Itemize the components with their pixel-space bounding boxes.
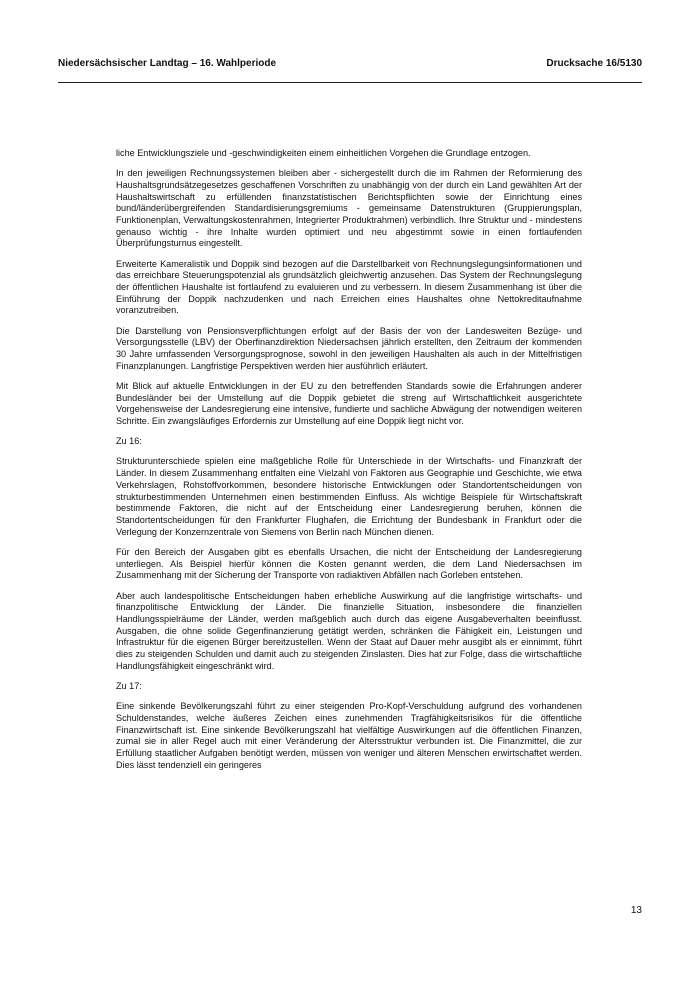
body-text	[116, 148, 582, 780]
header-divider	[58, 82, 642, 83]
paragraph: In den jeweiligen Rechnungssystemen bleiben aber - sichergestellt durch die im Rahmen der Reformierung des Haushaltsgrundsätzegesetzes geschaffenen Vorschriften zu unabhängig von der durch ein Land gewählten Art der Haushaltswirtschaft zu erfüllenden finanzstatistischen Berichtspflichten sowie der Einrichtung eines bund/länderübergreifenden Standardisierungsgremiums - gemeinsame Datenstrukturen (Gruppierungsplan, Funktionenplan, Verwaltungskostenrahmen, Integrierter Produktrahmen) verbindlich. Ihre Struktur und - mindestens genauso wichtig - ihre Inhalte wurden optimiert und neu abgestimmt sowie in einen fortlaufenden Überprüfungsturnus eingestellt.	[116, 168, 582, 249]
paragraph: Mit Blick auf aktuelle Entwicklungen in der EU zu den betreffenden Standards sowie die Erfahrungen anderer Bundesländer bei der Umstellung auf die Doppik gebietet die streng auf Wirtschaftlichkeit ausgerichtete Vorgehensweise der Landesregierung eine intensive, fundierte und sachliche Abwägung der notwendigen weiteren Schritte. Ein zwangsläufiges Erfordernis zur Umstellung auf eine Doppik liegt nicht vor.	[116, 380, 582, 427]
paragraph: Erweiterte Kameralistik und Doppik sind bezogen auf die Darstellbarkeit von Rechnungslegungsinformationen und das erreichbare Steuerungspotenzial als grundsätzlich gleichwertig anzusehen. Das System der Rechnungslegung der öffentlichen Haushalte ist fortlaufend zu evaluieren und zu verbessern. In diesem Zusammenhang ist über die Einführung der Doppik nachzudenken und nach Erreichen eines Haushaltes ohne Nettokreditaufnahme voranzutreiben.	[116, 258, 582, 316]
paragraph: Aber auch landespolitische Entscheidungen haben erhebliche Auswirkung auf die langfristige wirtschafts- und finanzpolitische Entwicklung der Länder. Die finanzielle Situation, insbesondere die finanziellen Handlungsspielräume der Länder, werden maßgeblich auch durch das eigene Ausgabeverhalten beeinflusst. Ausgaben, die ohne solide Gegenfinanzierung getätigt werden, schränken die Fähigkeit ein, Leistungen und Infrastruktur für die eigenen Bürger bereitzustellen. Wenn der Staat auf Dauer mehr ausgibt als er einnimmt, führt dies zu steigenden Schulden und damit auch zu steigenden Zinslasten. Dies hat zur Folge, dass die wirtschaftliche Handlungsfähigkeit eingeschränkt wird.	[116, 590, 582, 671]
paragraph: Für den Bereich der Ausgaben gibt es ebenfalls Ursachen, die nicht der Entscheidung der Landesregierung unterliegen. Als Beispiel hierfür können die Kosten genannt werden, die dem Land Niedersachsen im Zusammenhang mit der Sicherung der Transporte von radiaktiven Abfällen nach Gorleben entstehen.	[116, 546, 582, 581]
paragraph: liche Entwicklungsziele und -geschwindigkeiten einem einheitlichen Vorgehen die Grundlage entzogen.	[116, 148, 531, 158]
section-heading: Zu 17:	[116, 680, 142, 691]
paragraph: Strukturunterschiede spielen eine maßgebliche Rolle für Unterschiede in der Wirtschafts- und Finanzkraft der Länder. In diesem Zusammenhang entfalten eine Vielzahl von Faktoren aus Geographie und Geschichte, wie etwa Verkehrslagen, Rohstoffvorkommen, besondere historische Entwicklungen oder Standortentscheidungen von strukturbestimmenden Unternehmen einen bestimmenden Einfluss. Als wichtige Beispiele für Wirtschaftskraft bestimmende Faktoren, die nicht auf der Entscheidung einer Landesregierung beruhen, können die Standortentscheidungen für den Frankfurter Flughafen, die Errichtung der Bundesbank in Frankfurt oder die Verlegung der Konzernzentrale von Siemens von Berlin nach München dienen.	[116, 456, 582, 537]
page-header	[58, 58, 642, 74]
section-heading: Zu 16:	[116, 436, 142, 447]
page-number: 13	[630, 905, 642, 916]
header-title: Niedersächsischer Landtag – 16. Wahlperiode	[58, 58, 277, 69]
paragraph: Die Darstellung von Pensionsverpflichtungen erfolgt auf der Basis der von der Landesweiten Bezüge- und Versorgungsstelle (LBV) der Oberfinanzdirektion Niedersachsen jährlich erstellten, den Zeitraum der kommenden 30 Jahre umfassenden Versorgungsprognose, sowohl in den jeweiligen Haushalten als auch in der Mittelfristigen Finanzplanungen. Langfristige Perspektiven werden hier ausführlich erläutert.	[116, 325, 582, 371]
paragraph: Eine sinkende Bevölkerungszahl führt zu einer steigenden Pro-Kopf-Verschuldung aufgrund des vorhandenen Schuldenstandes, welche äußeres Zeichen eines zunehmenden Tragfähigkeitsrisikos für die öffentliche Finanzwirtschaft ist. Eine sinkende Bevölkerungszahl hat vielfältige Auswirkungen auf die öffentlichen Finanzen, zumal sie in aller Regel auch mit einer Veränderung der Altersstruktur verbunden ist. Die Finanzmittel, die zur Erfüllung staatlicher Aufgaben benötigt werden, müssen von weniger und älteren Menschen erwirtschaftet werden. Dies lässt tendenziell ein geringeres	[116, 701, 582, 770]
document-number: Drucksache 16/5130	[546, 58, 642, 69]
